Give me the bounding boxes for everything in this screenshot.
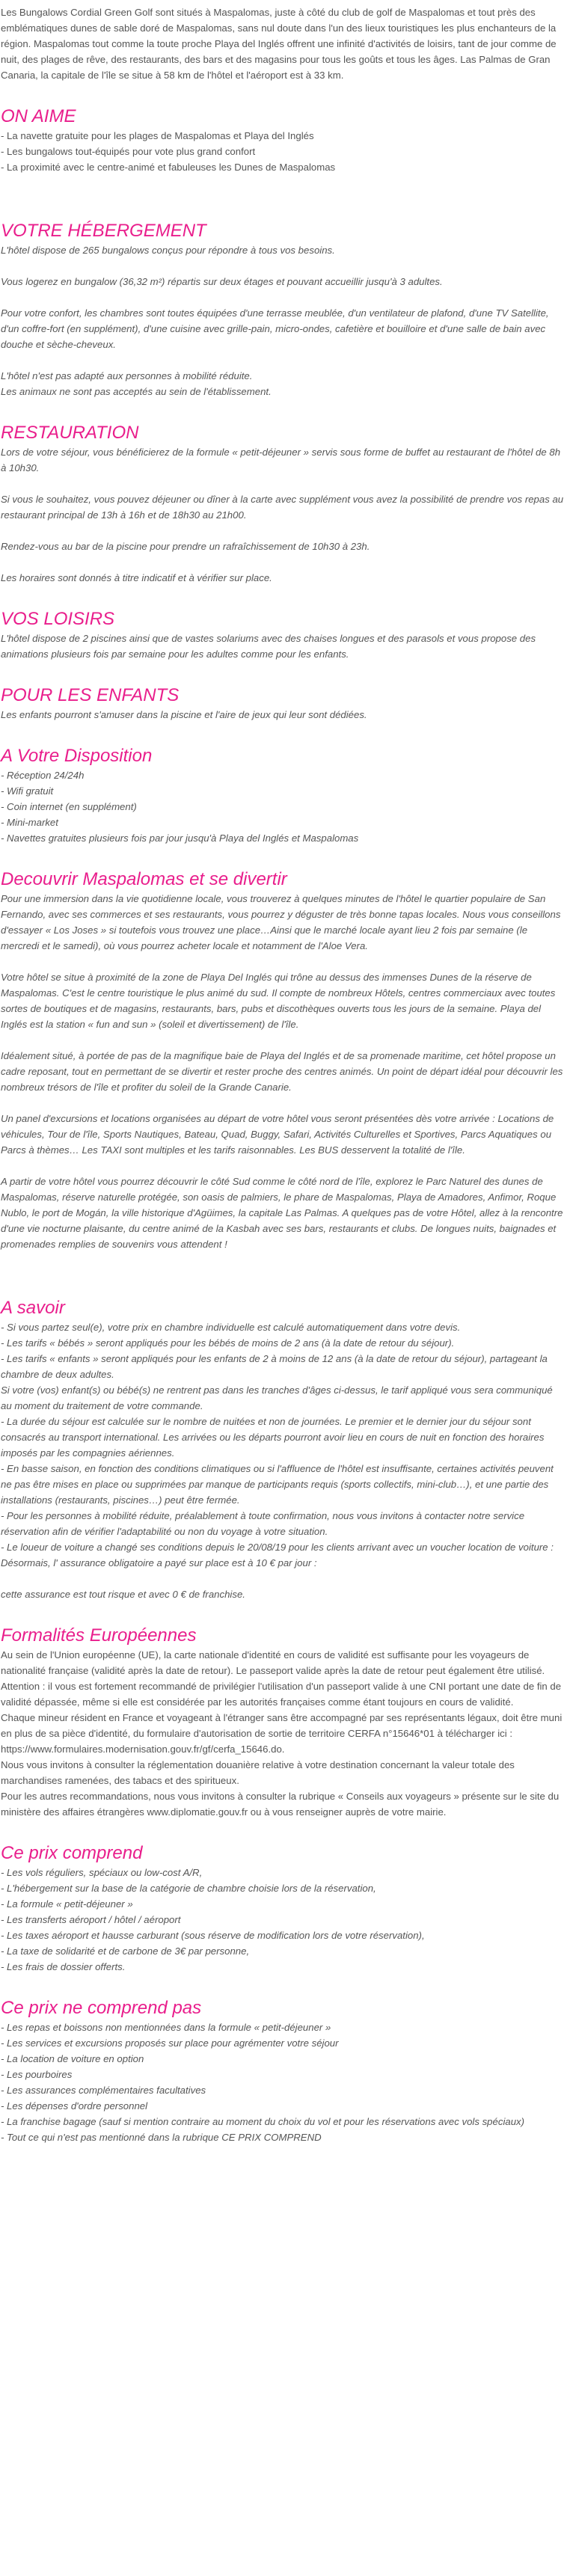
restauration-p2: Si vous le souhaitez, vous pouvez déjeuner ou dîner à la carte avec supplément vous avez la possibilité de prendre vos repas au restaurant principal de 13h à 16h et de 18h30 au 21h00. bbox=[1, 494, 564, 521]
restauration-p4: Les horaires sont donnés à titre indicatif et à vérifier sur place. bbox=[1, 572, 272, 583]
formalites-heading: Formalités Européennes bbox=[1, 1625, 197, 1646]
list-item: - Les services et excursions proposés sur place pour agrémenter votre séjour bbox=[1, 2037, 339, 2049]
disposition-list bbox=[0, 767, 567, 846]
hebergement-p4a: L'hôtel n'est pas adapté aux personnes à mobilité réduite. bbox=[1, 370, 253, 381]
loisirs-p1: L'hôtel dispose de 2 piscines ainsi que de vastes solariums avec des chaises longues et des parasols et vous propose des animations plusieurs fois par semaine pour les adultes comme pour les enfants. bbox=[1, 633, 536, 660]
hebergement-p4b: Les animaux ne sont pas acceptés au sein de l'établissement. bbox=[1, 386, 272, 397]
list-item: - Tout ce qui n'est pas mentionné dans la rubrique CE PRIX COMPREND bbox=[1, 2132, 322, 2143]
decouvrir-p1: Pour une immersion dans la vie quotidienne locale, vous trouverez à quelques minutes de l'hôtel le quartier populaire de San Fernando, avec ses commerces et ses restaurants, vous pourrez y déguster de très bonne tapas locales. Nous vous conseillons d'essayer « Los Joses » si toutefois vous trouvez une place…Ainsi que le marché locale ayant lieu 2 fois par semaine (le mercredi et le samedi), où vous pourrez acheter locale et notamment de l'Aloe Vera. bbox=[1, 893, 561, 951]
list-item: - La formule « petit-déjeuner » bbox=[1, 1898, 133, 1910]
restauration-p3: Rendez-vous au bar de la piscine pour prendre un rafraîchissement de 10h30 à 23h. bbox=[1, 541, 370, 552]
decouvrir-p3: Idéalement situé, à portée de pas de la magnifique baie de Playa del Inglés et de sa promenade maritime, cet hôtel propose un cadre reposant, tout en permettant de se divertir et rester proche des centres animés. Un point de départ idéal pour découvrir les nombreux trésors de l'île et profiter du soleil de la Grande Canarie. bbox=[1, 1050, 563, 1093]
list-item: - Les assurances complémentaires facultatives bbox=[1, 2085, 206, 2096]
hebergement-heading: VOTRE HÉBERGEMENT bbox=[1, 221, 206, 241]
savoir-line: - Pour les personnes à mobilité réduite, préalablement à toute confirmation, nous vous invitons à contacter notre service réservation afin de vérifier l'adaptabilité ou non du voyage à votre situation. bbox=[1, 1510, 525, 1537]
list-item: - La proximité avec le centre-animé et fabuleuses les Dunes de Maspalomas bbox=[1, 162, 336, 173]
list-item: - Navettes gratuites plusieurs fois par jour jusqu'à Playa del Inglés et Maspalomas bbox=[1, 832, 359, 844]
savoir-heading: A savoir bbox=[1, 1298, 65, 1318]
decouvrir-heading: Decouvrir Maspalomas et se divertir bbox=[1, 869, 287, 889]
restauration-p1: Lors de votre séjour, vous bénéficierez de la formule « petit-déjeuner » servis sous forme de buffet au restaurant de l'hôtel de 8h à 10h30. bbox=[1, 447, 561, 473]
savoir-line: Si votre (vos) enfant(s) ou bébé(s) ne rentrent pas dans les tranches d'âges ci-dessus, le tarif appliqué vous sera communiqué au moment du traitement de votre commande. bbox=[1, 1384, 553, 1411]
savoir-after: cette assurance est tout risque et avec 0 € de franchise. bbox=[1, 1589, 245, 1600]
loisirs-heading: VOS LOISIRS bbox=[1, 609, 115, 629]
comprend-heading: Ce prix comprend bbox=[1, 1843, 143, 1863]
savoir-line: - Les tarifs « enfants » seront appliqués pour les enfants de 2 à moins de 12 ans (à la date de retour du séjour), partageant la chambre de deux adultes. bbox=[1, 1353, 548, 1380]
list-item: - Les transferts aéroport / hôtel / aéroport bbox=[1, 1914, 181, 1925]
list-item: - L'hébergement sur la base de la catégorie de chambre choisie lors de la réservation, bbox=[1, 1883, 376, 1894]
enfants-heading: POUR LES ENFANTS bbox=[1, 685, 180, 705]
list-item: - Les bungalows tout-équipés pour vote plus grand confort bbox=[1, 146, 256, 157]
list-item: - Réception 24/24h bbox=[1, 770, 85, 781]
savoir-line: - Le loueur de voiture a changé ses conditions depuis le 20/08/19 pour les clients arrivant avec un voucher location de voiture : Désormais, l' assurance obligatoire a payé sur place est à 10 € par jour : bbox=[1, 1542, 554, 1568]
savoir-line: - La durée du séjour est calculée sur le nombre de nuitées et non de journées. Le premier et le dernier jour du séjour sont consacrés au transport international. Les arrivées ou les départs pourront avoir lieu en cours de nuit en fonction des horaires imposés par les compagnies aériennes. bbox=[1, 1416, 545, 1459]
ne-comprend-heading: Ce prix ne comprend pas bbox=[1, 1998, 202, 2018]
list-item: - Les pourboires bbox=[1, 2069, 73, 2080]
decouvrir-p4: Un panel d'excursions et locations organisées au départ de votre hôtel vous seront présentées dès votre arrivée : Locations de véhicules, Tour de l'île, Sports Nautiques, Bateau, Quad, Buggy, Safari, Activités Culturelles et Sportives, Parcs Aquatiques ou Parcs à thèmes… Les TAXI sont multiples et les tarifs raisonnables. Les BUS desservent la totalité de l'île. bbox=[1, 1113, 554, 1156]
list-item: - Les taxes aéroport et hausse carburant (sous réserve de modification lors de votre réservation), bbox=[1, 1930, 425, 1941]
enfants-p1: Les enfants pourront s'amuser dans la piscine et l'aire de jeux qui leur sont dédiées. bbox=[1, 709, 367, 720]
on-aime-list bbox=[0, 128, 567, 175]
list-item: - La location de voiture en option bbox=[1, 2053, 144, 2064]
list-item: - Les repas et boissons non mentionnées dans la formule « petit-déjeuner » bbox=[1, 2022, 331, 2033]
restauration-heading: RESTAURATION bbox=[1, 423, 139, 443]
hebergement-p1: L'hôtel dispose de 265 bungalows conçus pour répondre à tous vos besoins. bbox=[1, 245, 335, 256]
list-item: - Les dépenses d'ordre personnel bbox=[1, 2100, 148, 2112]
decouvrir-p5: A partir de votre hôtel vous pourrez découvrir le côté Sud comme le côté nord de l'île, explorez le Parc Naturel des dunes de Maspalomas, réserve naturelle protégée, son oasis de palmiers, le phare de Maspalomas, Playa de Amadores, Anfimor, Roque Nublo, le port de Mogán, la ville historique d'Agüimes, la capitale Las Palmas. A quelques pas de votre Hôtel, allez à la rencontre d'une vie nocturne plaisante, du centre animé de la Kasbah avec ses bars, restaurants et clubs. De longues nuits, baignades et promenades remplies de souvenirs vous attendent ! bbox=[1, 1176, 563, 1250]
intro-paragraph: Les Bungalows Cordial Green Golf sont situés à Maspalomas, juste à côté du club de golf de Maspalomas et tout près des emblématiques dunes de sable doré de Maspalomas, sans nul doute dans l'un des lieux touristiques les plus enchanteurs de la région. Maspalomas tout comme la toute proche Playa del Inglés offrent une infinité d'activités de loisirs, tant de jour comme de nuit, des plages de rêve, des restaurants, des bars et des magasins pour tous les goûts et tous les âges. Las Palmas de Gran Canaria, la capitale de l'île se situe à 58 km de l'hôtel et l'aéroport est à 33 km. bbox=[1, 7, 557, 81]
list-item: - Coin internet (en supplément) bbox=[1, 801, 137, 812]
formalites-line: Chaque mineur résident en France et voyageant à l'étranger sans être accompagné par ses représentants légaux, doit être muni en plus de sa pièce d'identité, du formulaire d'autorisation de sortie de territoire CERFA n°15646*01 à télécharger ici : bbox=[1, 1712, 563, 1739]
list-item: - La navette gratuite pour les plages de Maspalomas et Playa del Inglés bbox=[1, 130, 314, 141]
formalites-line: Nous vous invitons à consulter la réglementation douanière relative à votre destination concernant la valeur totale des marchandises ramenées, des tabacs et des spiritueux. bbox=[1, 1759, 515, 1786]
savoir-line: - Les tarifs « bébés » seront appliqués pour les bébés de moins de 2 ans (à la date de retour du séjour). bbox=[1, 1337, 455, 1349]
savoir-line: - Si vous partez seul(e), votre prix en chambre individuelle est calculé automatiquement dans votre devis. bbox=[1, 1322, 461, 1333]
comprend-list bbox=[0, 1865, 567, 1975]
savoir-line: - En basse saison, en fonction des conditions climatiques ou si l'affluence de l'hôtel est insuffisante, certaines activités peuvent ne pas être mises en place ou supprimées par manque de participants requis (sports collectifs, mini-club…), et une partie des installations (restaurants, piscines…) peut être fermée. bbox=[1, 1463, 554, 1506]
list-item: - Wifi gratuit bbox=[1, 785, 54, 797]
hebergement-p2: Vous logerez en bungalow (36,32 m²) répartis sur deux étages et pouvant accueillir jusqu'à 3 adultes. bbox=[1, 276, 443, 287]
ne-comprend-list bbox=[0, 2020, 567, 2145]
hebergement-p3: Pour votre confort, les chambres sont toutes équipées d'une terrasse meublée, d'un ventilateur de plafond, d'une TV Satellite, d'un coffre-fort (en supplément), d'une cuisine avec grille-pain, micro-ondes, cafetière et bouilloire et d'une salle de bain avec douche et sèche-cheveux. bbox=[1, 307, 549, 350]
on-aime-heading: ON AIME bbox=[1, 106, 76, 126]
list-item: - La taxe de solidarité et de carbone de 3€ par personne, bbox=[1, 1945, 250, 1957]
decouvrir-p2: Votre hôtel se situe à proximité de la zone de Playa Del Inglés qui trône au dessus des immenses Dunes de la réserve de Maspalomas. C'est le centre touristique le plus animé du sud. Il compte de nombreux Hôtels, centres commerciaux avec toutes sortes de boutiques et de magasins, restaurants, bars, pubs et discothèques ouverts tous les jours de la semaine. Playa del Inglés est la station « fun and sun » (soleil et divertissement) de l'île. bbox=[1, 972, 556, 1030]
list-item: - Les vols réguliers, spéciaux ou low-cost A/R, bbox=[1, 1867, 203, 1878]
list-item: - La franchise bagage (sauf si mention contraire au moment du choix du vol et pour les réservations avec vols spéciaux) bbox=[1, 2116, 525, 2127]
list-item: - Les frais de dossier offerts. bbox=[1, 1961, 126, 1972]
disposition-heading: A Votre Disposition bbox=[1, 746, 153, 766]
formalites-line: Au sein de l'Union européenne (UE), la carte nationale d'identité en cours de validité est suffisante pour les voyageurs de nationalité française (validité après la date de retour). Le passeport valide après la date de retour peut également être utilisé. Attention : il vous est fortement recommandé de privilégier l'utilisation d'un passeport valide à une CNI portant une date de fin de validité dépassée, même si elle est considérée par les autorités françaises comme étant toujours en cours de validité. bbox=[1, 1649, 562, 1708]
list-item: - Mini-market bbox=[1, 817, 58, 828]
formalites-line: Pour les autres recommandations, nous vous invitons à consulter la rubrique « Conseils aux voyageurs » présente sur le site du ministère des affaires étrangères www.diplomatie.gouv.fr ou à vous renseigner auprès de votre mairie. bbox=[1, 1791, 560, 1818]
formalites-link[interactable]: https://www.formulaires.modernisation.gouv.fr/gf/cerfa_15646.do. bbox=[1, 1744, 285, 1755]
